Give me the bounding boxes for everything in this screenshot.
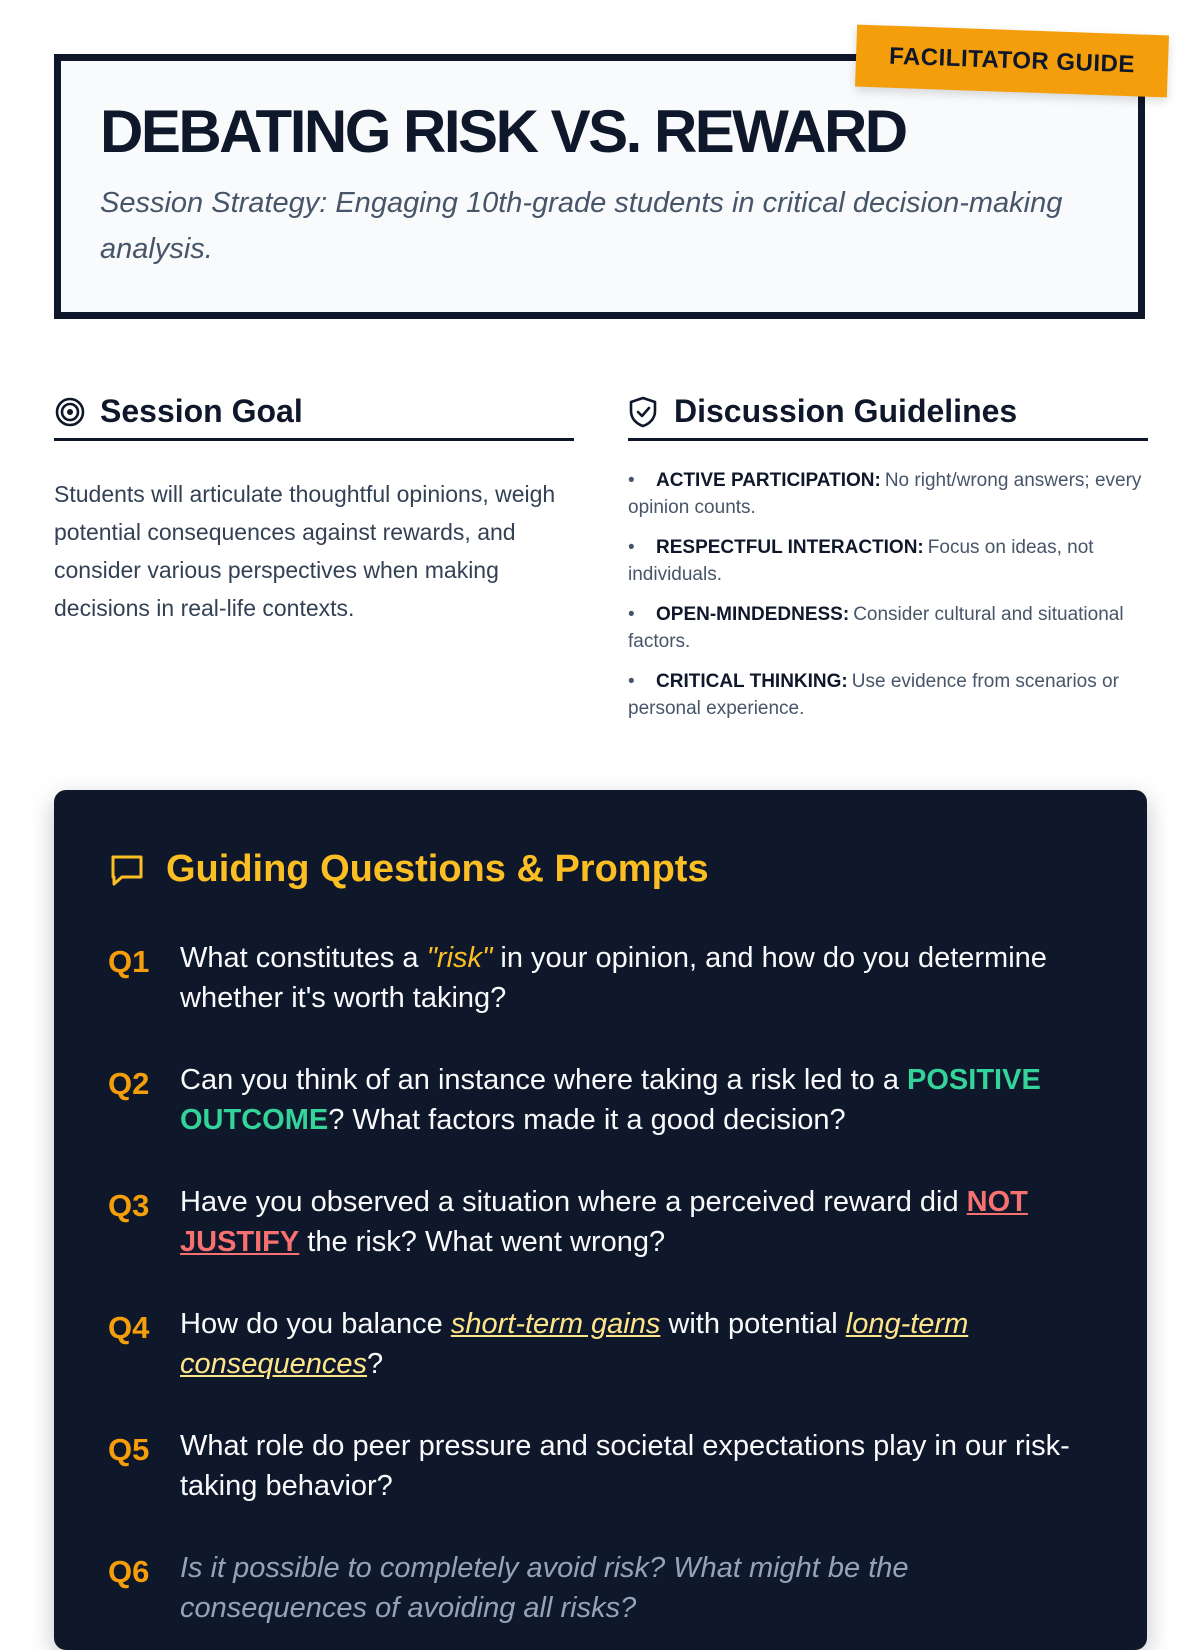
highlight-risk: "risk" xyxy=(426,942,493,974)
questions-header xyxy=(108,848,709,891)
bullet: • xyxy=(628,604,635,625)
question-number: Q5 xyxy=(108,1432,150,1467)
question-text-part: in your opinion, and how do you determine whether it's worth taking? xyxy=(180,942,1047,1014)
guideline-label: CRITICAL THINKING: xyxy=(656,671,848,692)
question-item xyxy=(108,1182,1108,1262)
question-number: Q6 xyxy=(108,1554,150,1589)
guidelines-heading: Discussion Guidelines xyxy=(674,393,1018,429)
bullet: • xyxy=(628,470,635,491)
question-item xyxy=(108,1304,1108,1384)
question-text-part: with potential xyxy=(660,1308,846,1340)
guideline-label: OPEN-MINDEDNESS: xyxy=(656,604,850,625)
session-goal-heading: Session Goal xyxy=(100,393,303,429)
bullet: • xyxy=(628,671,635,692)
question-text xyxy=(180,1304,1100,1384)
question-text-part: the risk? What went wrong? xyxy=(299,1226,666,1258)
questions-panel xyxy=(54,790,1147,1650)
guideline-label: ACTIVE PARTICIPATION: xyxy=(656,470,881,491)
page-title: DEBATING RISK VS. REWARD xyxy=(100,98,906,165)
questions-heading: Guiding Questions & Prompts xyxy=(166,848,709,890)
bullet: • xyxy=(628,537,635,558)
shield-check-icon xyxy=(628,395,662,429)
list-item xyxy=(628,467,1148,521)
question-number: Q4 xyxy=(108,1310,150,1345)
question-text: Is it possible to completely avoid risk? What might be the consequences of avoiding all risks? xyxy=(180,1552,909,1624)
session-goal-section xyxy=(54,385,574,627)
guideline-text: No right/wrong answers; every opinion counts. xyxy=(628,470,1142,518)
question-item xyxy=(108,1426,1108,1506)
questions-list xyxy=(108,938,1108,1628)
question-item xyxy=(108,1548,1108,1628)
list-item xyxy=(628,534,1148,588)
list-item xyxy=(628,668,1148,722)
session-goal-header xyxy=(54,385,574,441)
page-subtitle: Session Strategy: Engaging 10th-grade students in critical decision-making analysis. xyxy=(100,187,1063,265)
question-text-part: Have you observed a situation where a perceived reward did xyxy=(180,1186,967,1218)
question-text xyxy=(180,1060,1100,1140)
question-text xyxy=(180,938,1100,1018)
highlight-not-justify: NOT JUSTIFY xyxy=(180,1186,1028,1258)
question-text-part: What constitutes a xyxy=(180,942,427,974)
target-icon xyxy=(54,395,88,429)
highlight-short-term: short-term gains xyxy=(450,1308,661,1340)
highlight-positive-outcome: POSITIVE OUTCOME xyxy=(180,1064,1041,1136)
question-number: Q1 xyxy=(108,944,150,979)
question-text-part: ? What factors made it a good decision? xyxy=(328,1104,846,1136)
facilitator-badge: FACILITATOR GUIDE xyxy=(855,25,1169,98)
question-item xyxy=(108,938,1108,1018)
question-number: Q3 xyxy=(108,1188,150,1223)
question-text-part: Can you think of an instance where taking a risk led to a xyxy=(180,1064,908,1096)
guideline-text: Consider cultural and situational factors. xyxy=(628,604,1124,652)
question-item xyxy=(108,1060,1108,1140)
question-number: Q2 xyxy=(108,1066,150,1101)
list-item xyxy=(628,601,1148,655)
question-text-part: ? xyxy=(367,1348,384,1380)
question-text xyxy=(180,1182,1100,1262)
session-goal-text: Students will articulate thoughtful opinions, weigh potential consequences against rewards, and consider various perspectives when making decisions in real-life contexts. xyxy=(54,481,556,621)
guidelines-list xyxy=(628,467,1148,722)
question-text-part: How do you balance xyxy=(180,1308,451,1340)
guideline-text: Focus on ideas, not individuals. xyxy=(628,537,1094,585)
question-text: What role do peer pressure and societal expectations play in our risk-taking behavior? xyxy=(180,1430,1070,1502)
chat-bubble-icon xyxy=(108,850,148,890)
guideline-text: Use evidence from scenarios or personal experience. xyxy=(628,671,1119,719)
highlight-long-term: long-term consequences xyxy=(180,1308,969,1380)
guidelines-header xyxy=(628,385,1148,441)
guideline-label: RESPECTFUL INTERACTION: xyxy=(656,537,924,558)
guidelines-section xyxy=(628,385,1148,735)
